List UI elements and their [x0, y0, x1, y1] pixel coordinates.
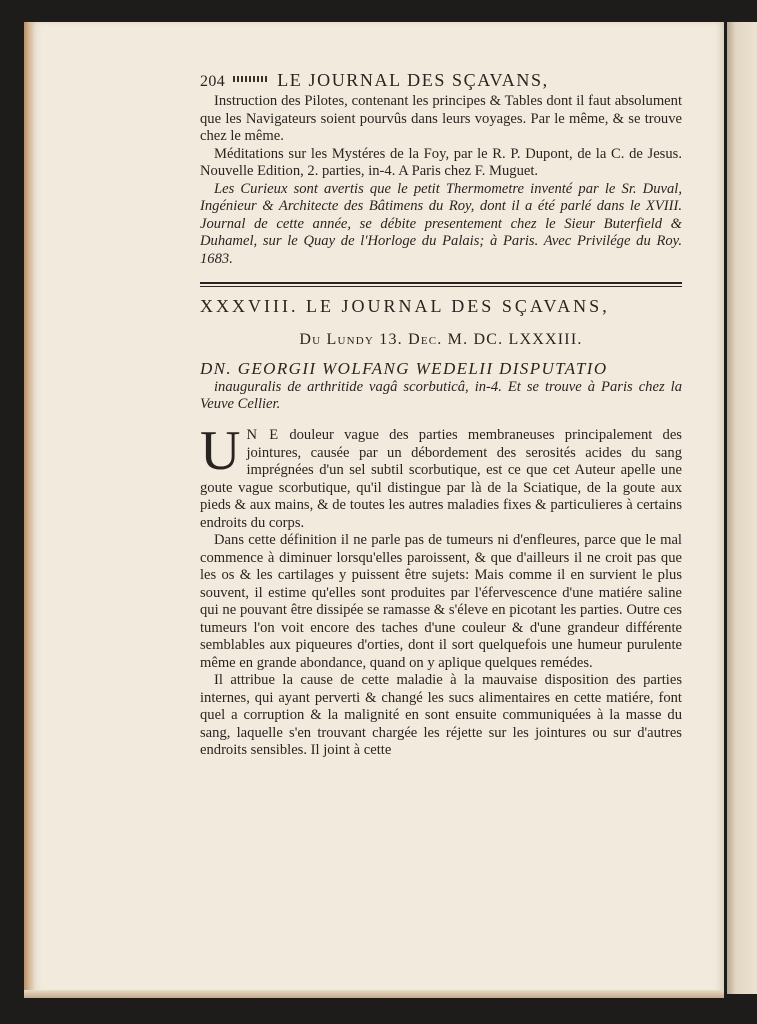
issue-date: Du Lundy 13. Dec. M. DC. LXXXIII.: [299, 331, 583, 348]
header-ornament: [233, 76, 267, 82]
section-divider-rule: [200, 282, 682, 284]
first-word-rest: N E: [246, 427, 280, 443]
article-paragraph-3: Il attribue la cause de cette maladie à la mauvaise disposition des parties internes, qui ayant perverti & changé les sucs alimentaires en cette matiére, font quel a corruption & la malignité en sont ensuite communiquées à la masse du sang, laquelle s'en trouvant chargée les réjette sur les jointures ou sur d'autres endroits sensibles. Il joint à cette: [200, 672, 682, 758]
page-number: 204: [200, 73, 226, 90]
book-title: DN. GEORGII WOLFANG WEDELII DISPUTATIO: [200, 359, 608, 378]
book-subtitle: inauguralis de arthritide vagâ scorbuticâ, in-4. Et se trouve à Paris chez la Veuve Cellier.: [200, 379, 682, 412]
paragraph-1-text: douleur vague des parties membraneuses principalement des jointures, causée par un débordement des serosités acides du sang imprégnées d'un sel subtil scorbutique, est ce que cet Auteur apelle une goute vague scorbutique, qu'il distingue par là de la Sciatique, de la goute aux pieds & aux mains, & de toutes les autres maladies fixes & particulieres à certains endroits du corps.: [200, 427, 682, 531]
article-body: [200, 420, 682, 760]
page-bottom-edge: [24, 990, 724, 998]
issue-heading: [200, 296, 682, 317]
issue-number: XXXVIII.: [200, 296, 299, 316]
running-title: LE JOURNAL DES SÇAVANS,: [277, 70, 549, 90]
article-paragraph-1: [200, 420, 682, 532]
article-paragraph-2: Dans cette définition il ne parle pas de tumeurs ni d'enfleures, parce que le mal commence à diminuer lorsqu'elles paroissent, & que d'ailleurs il ne croit pas que les os & les cartilages y puissent être sujets: Mais comme il en survient le plus souvent, il estime qu'elles sont produites par l'éfervescence d'une matiére saline qui ne pouvant être dissipée se ramasse & s'éleve en picotant les parties. Outre ces tumeurs l'on voit encore des taches d'une couleur & d'une grandeur différente semblables aux piqueures d'orties, dont il sort quelquefois une humeur purulente même en grande abondance, quand on y aplique quelques remédes.: [200, 532, 682, 671]
running-header: [200, 70, 682, 91]
notice-meditations: Méditations sur les Mystéres de la Foy, par le R. P. Dupont, de la C. de Jesus. Nouvelle Edition, 2. parties, in-4. A Paris chez F. Muguet.: [200, 145, 682, 179]
facing-page-edge: [727, 22, 757, 994]
issue-title: LE JOURNAL DES SÇAVANS,: [305, 296, 610, 316]
page-content: [200, 70, 682, 760]
notice-pilotes: Instruction des Pilotes, contenant les principes & Tables dont il faut absolument que les Navigateurs soient pourvûs dans leurs voyages. Par le même, & se trouve chez le même.: [200, 93, 682, 144]
notice-thermometre: Les Curieux sont avertis que le petit Thermometre inventé par le Sr. Duval, Ingénieur & Architecte des Bâtimens du Roy, dont il a été parlé dans le XVIII. Journal de cette année, se débite presentement chez le Sieur Buterfield & Duhamel, sur le Quay de l'Horloge du Palais; à Paris. Avec Privilége du Roy. 1683.: [200, 180, 682, 267]
drop-cap: U: [200, 420, 241, 482]
page-gutter-shadow: [24, 22, 34, 996]
